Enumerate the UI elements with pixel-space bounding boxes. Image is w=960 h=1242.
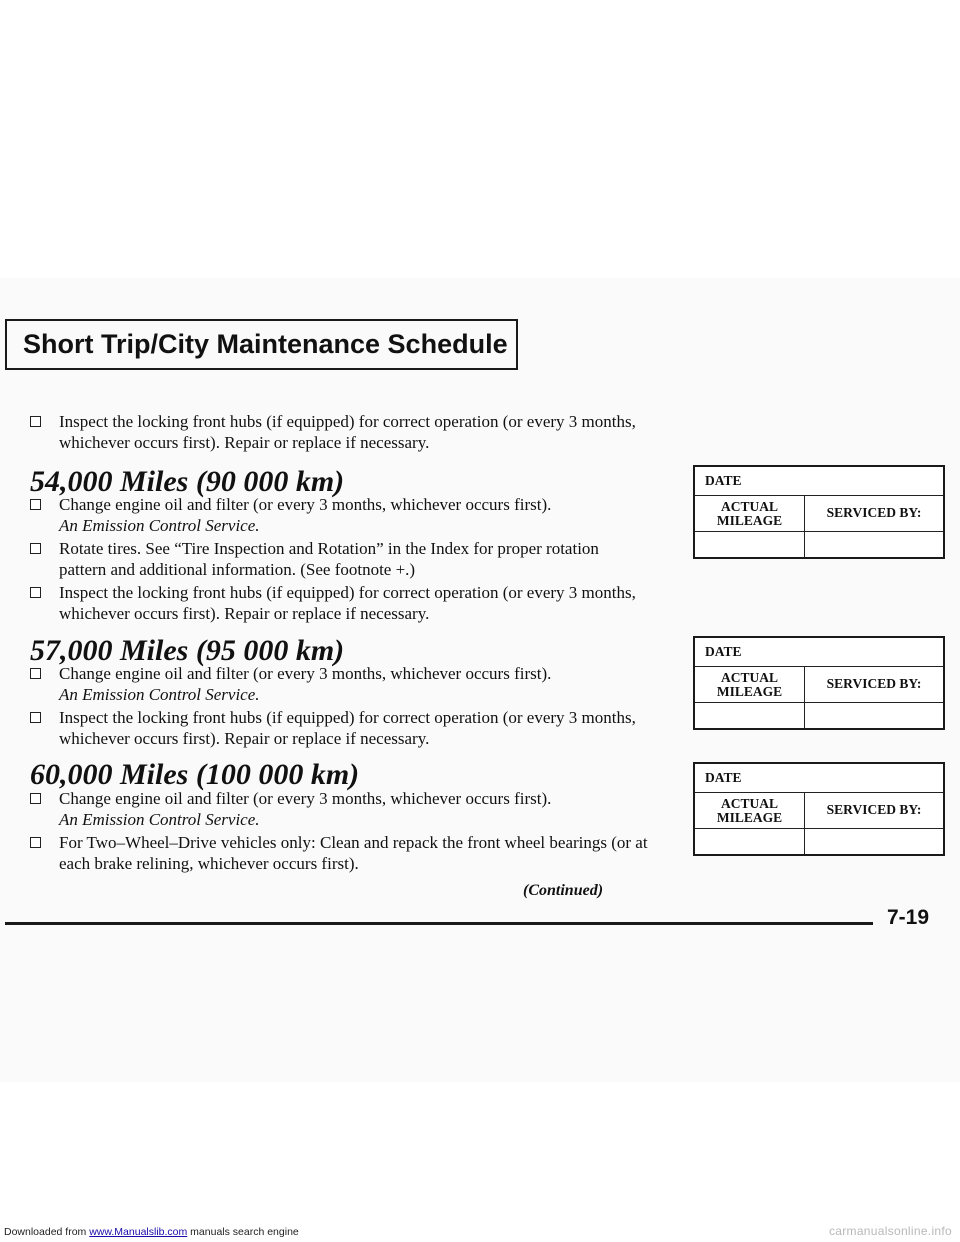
checkbox-icon[interactable] [30, 837, 41, 848]
actual-mileage-field[interactable] [695, 829, 805, 854]
serviced-by-field[interactable] [805, 703, 943, 728]
emission-note: An Emission Control Service. [59, 810, 260, 829]
footer-prefix: Downloaded from [4, 1226, 90, 1238]
schedule-title: Short Trip/City Maintenance Schedule [5, 319, 518, 370]
footer-suffix: manuals search engine [187, 1226, 299, 1238]
checkbox-icon[interactable] [30, 543, 41, 554]
serviced-by-label: SERVICED BY: [826, 676, 922, 691]
item-text: For Two–Wheel–Drive vehicles only: Clean and repack the front wheel bearings (or at each brake relining, whichever occurs first). [59, 833, 648, 873]
item-text: Inspect the locking front hubs (if equipped) for correct operation (or every 3 months, whichever occurs first). Repair or replace if necessary. [59, 708, 636, 748]
checkbox-icon[interactable] [30, 416, 41, 427]
continued-note: (Continued) [523, 882, 604, 899]
checklist-item [30, 411, 650, 453]
checklist-item [30, 663, 650, 705]
actual-mileage-field[interactable] [695, 703, 805, 728]
serviced-by-field[interactable] [805, 829, 943, 854]
checkbox-icon[interactable] [30, 587, 41, 598]
section-54000-items [30, 494, 650, 626]
actual-mileage-label: ACTUAL MILEAGE [695, 496, 805, 531]
item-text: Change engine oil and filter (or every 3 months, whichever occurs first). [59, 495, 552, 514]
service-record-54000 [693, 465, 945, 559]
checkbox-icon[interactable] [30, 668, 41, 679]
date-field[interactable]: DATE [695, 467, 943, 496]
checkbox-icon[interactable] [30, 499, 41, 510]
item-text: Rotate tires. See “Tire Inspection and Rotation” in the Index for proper rotation pattern and additional information. (See footnote +.) [59, 539, 599, 579]
emission-note: An Emission Control Service. [59, 516, 260, 535]
footer-rule [5, 922, 873, 925]
checklist-item [30, 582, 650, 624]
actual-mileage-label: ACTUAL MILEAGE [695, 793, 805, 828]
checklist-item [30, 788, 650, 830]
checklist-item [30, 707, 650, 749]
checklist-item [30, 538, 650, 580]
section-57000-items [30, 663, 650, 751]
page-number: 7-19 [887, 906, 930, 929]
item-text: Inspect the locking front hubs (if equipped) for correct operation (or every 3 months, whichever occurs first). Repair or replace if necessary. [59, 412, 636, 452]
section-heading-54000: 54,000 Miles (90 000 km) [30, 465, 345, 498]
service-record-57000 [693, 636, 945, 730]
service-record-60000 [693, 762, 945, 856]
item-text: Inspect the locking front hubs (if equipped) for correct operation (or every 3 months, whichever occurs first). Repair or replace if necessary. [59, 583, 636, 623]
date-field[interactable]: DATE [695, 764, 943, 793]
section-60000-items [30, 788, 650, 876]
item-text: Change engine oil and filter (or every 3 months, whichever occurs first). [59, 789, 552, 808]
checkbox-icon[interactable] [30, 712, 41, 723]
serviced-by-field[interactable] [805, 532, 943, 557]
manualslib-link[interactable]: www.Manualslib.com [89, 1226, 188, 1238]
serviced-by-label: SERVICED BY: [826, 802, 922, 817]
intro-block [30, 411, 650, 455]
date-field[interactable]: DATE [695, 638, 943, 667]
checklist-item [30, 832, 650, 874]
actual-mileage-field[interactable] [695, 532, 805, 557]
download-footer [4, 1226, 299, 1238]
checklist-item [30, 494, 650, 536]
section-heading-60000: 60,000 Miles (100 000 km) [30, 758, 360, 791]
item-text: Change engine oil and filter (or every 3 months, whichever occurs first). [59, 664, 552, 683]
emission-note: An Emission Control Service. [59, 685, 260, 704]
section-heading-57000: 57,000 Miles (95 000 km) [30, 634, 345, 667]
checkbox-icon[interactable] [30, 793, 41, 804]
actual-mileage-label: ACTUAL MILEAGE [695, 667, 805, 702]
watermark-logo: carmanualsonline.info [828, 1224, 952, 1238]
serviced-by-label: SERVICED BY: [826, 505, 922, 520]
